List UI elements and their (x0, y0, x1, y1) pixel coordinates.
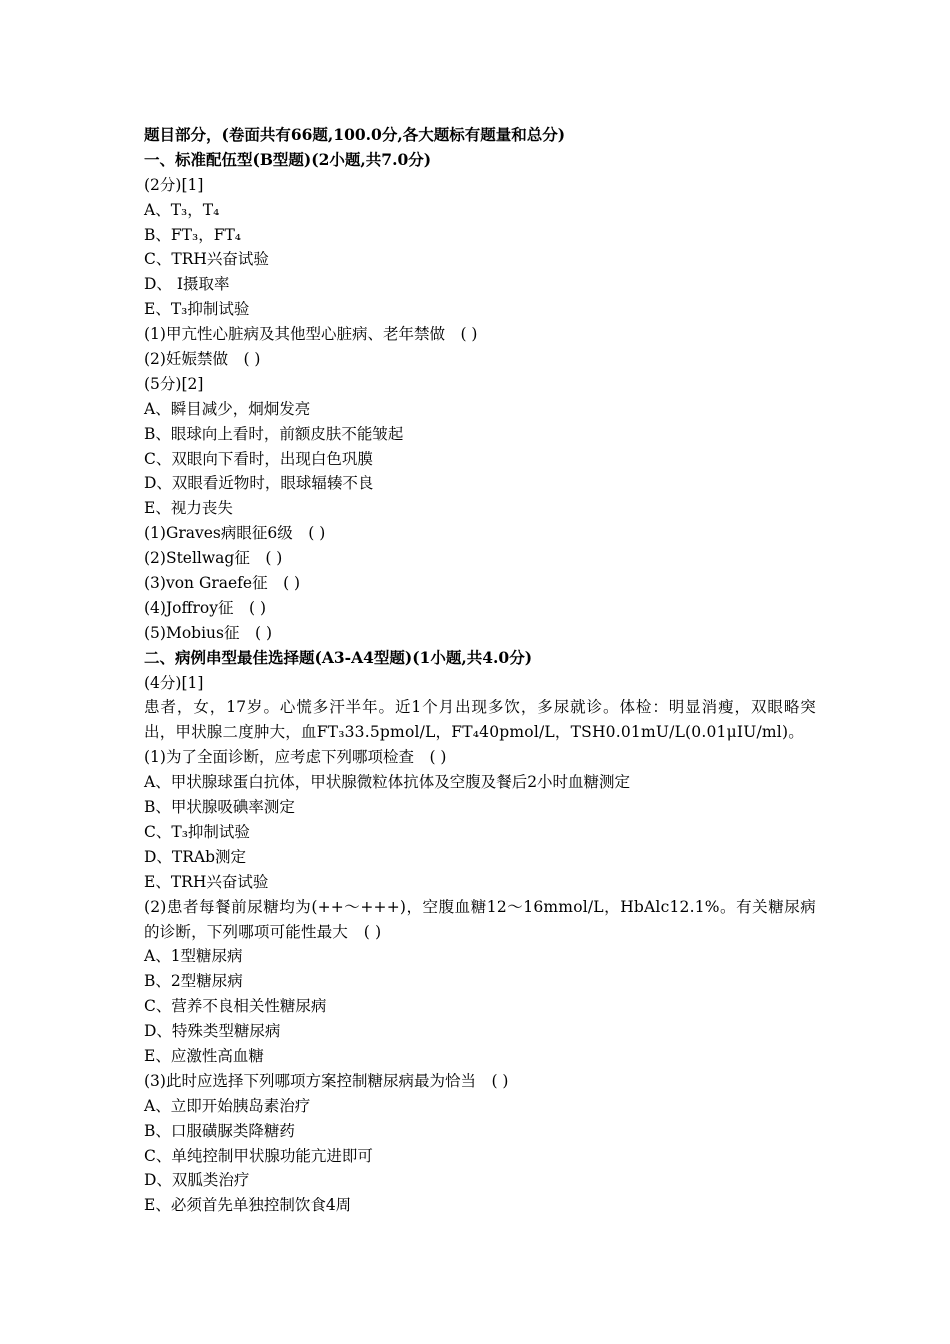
option-d: D、特殊类型糖尿病 (144, 1022, 281, 1041)
section-title: 一、标准配伍型(B型题)(2小题,共7.0分) (144, 149, 432, 169)
option-d: D、双胍类治疗 (144, 1171, 250, 1190)
sub-question: (1)Graves病眼征6级 ( ) (144, 524, 326, 543)
option-a: A、1型糖尿病 (144, 947, 243, 966)
option-b: B、口服磺脲类降糖药 (144, 1121, 295, 1140)
option-e: E、应激性高血糖 (144, 1047, 264, 1066)
section-title: 二、病例串型最佳选择题(A3-A4型题)(1小题,共4.0分) (144, 647, 533, 667)
sub-question: (5)Mobius征 ( ) (144, 623, 272, 642)
option-e: E、必须首先单独控制饮食4周 (144, 1196, 352, 1215)
sub-question: (1)为了全面诊断，应考虑下列哪项检查 ( ) (144, 748, 447, 767)
question-score: (2分)[1] (144, 175, 204, 194)
sub-question: (2)患者每餐前尿糖均为(++～+++)，空腹血糖12～16mmol/L，HbAlc12.1%。有关糖尿病的诊断，下列哪项可能性最大 ( ) (144, 897, 816, 941)
exam-header: 题目部分，(卷面共有66题,100.0分,各大题标有题量和总分) (144, 125, 566, 144)
option-a: A、立即开始胰岛素治疗 (144, 1096, 311, 1115)
question-score: (4分)[1] (144, 673, 204, 692)
option-e: E、T₃抑制试验 (144, 300, 250, 319)
option-b: B、FT₃，FT₄ (144, 225, 242, 244)
exam-page (144, 123, 816, 1218)
option-b: B、2型糖尿病 (144, 972, 243, 991)
sub-question: (1)甲亢性心脏病及其他型心脏病、老年禁做 ( ) (144, 325, 478, 344)
sub-question: (2)Stellwag征 ( ) (144, 549, 283, 568)
option-d: D、 I摄取率 (144, 275, 230, 294)
option-c: C、营养不良相关性糖尿病 (144, 997, 327, 1016)
option-d: D、TRAb测定 (144, 847, 247, 866)
option-b: B、眼球向上看时，前额皮肤不能皱起 (144, 424, 404, 443)
option-a: A、甲状腺球蛋白抗体，甲状腺微粒体抗体及空腹及餐后2小时血糖测定 (144, 773, 631, 792)
sub-question: (3)von Graefe征 ( ) (144, 574, 301, 593)
option-d: D、双眼看近物时，眼球辐辏不良 (144, 474, 374, 493)
case-description: 患者，女，17岁。心慌多汗半年。近1个月出现多饮，多尿就诊。体检：明显消瘦，双眼略突出，甲状腺二度肿大，血FT₃33.5pmol/L，FT₄40pmol/L，TSH0.01mU/L(0.01μIU/ml)。 (144, 698, 816, 742)
option-c: C、双眼向下看时，出现白色巩膜 (144, 449, 373, 468)
question-score: (5分)[2] (144, 374, 204, 393)
option-c: C、TRH兴奋试验 (144, 250, 269, 269)
option-a: A、T₃，T₄ (144, 200, 220, 219)
option-a: A、瞬目减少，炯炯发亮 (144, 399, 311, 418)
option-e: E、视力丧失 (144, 499, 233, 518)
option-c: C、T₃抑制试验 (144, 822, 250, 841)
sub-question: (2)妊娠禁做 ( ) (144, 350, 261, 369)
option-e: E、TRH兴奋试验 (144, 872, 269, 891)
option-b: B、甲状腺吸碘率测定 (144, 798, 295, 817)
sub-question: (3)此时应选择下列哪项方案控制糖尿病最为恰当 ( ) (144, 1071, 509, 1090)
option-c: C、单纯控制甲状腺功能亢进即可 (144, 1146, 373, 1165)
sub-question: (4)Joffroy征 ( ) (144, 598, 267, 617)
